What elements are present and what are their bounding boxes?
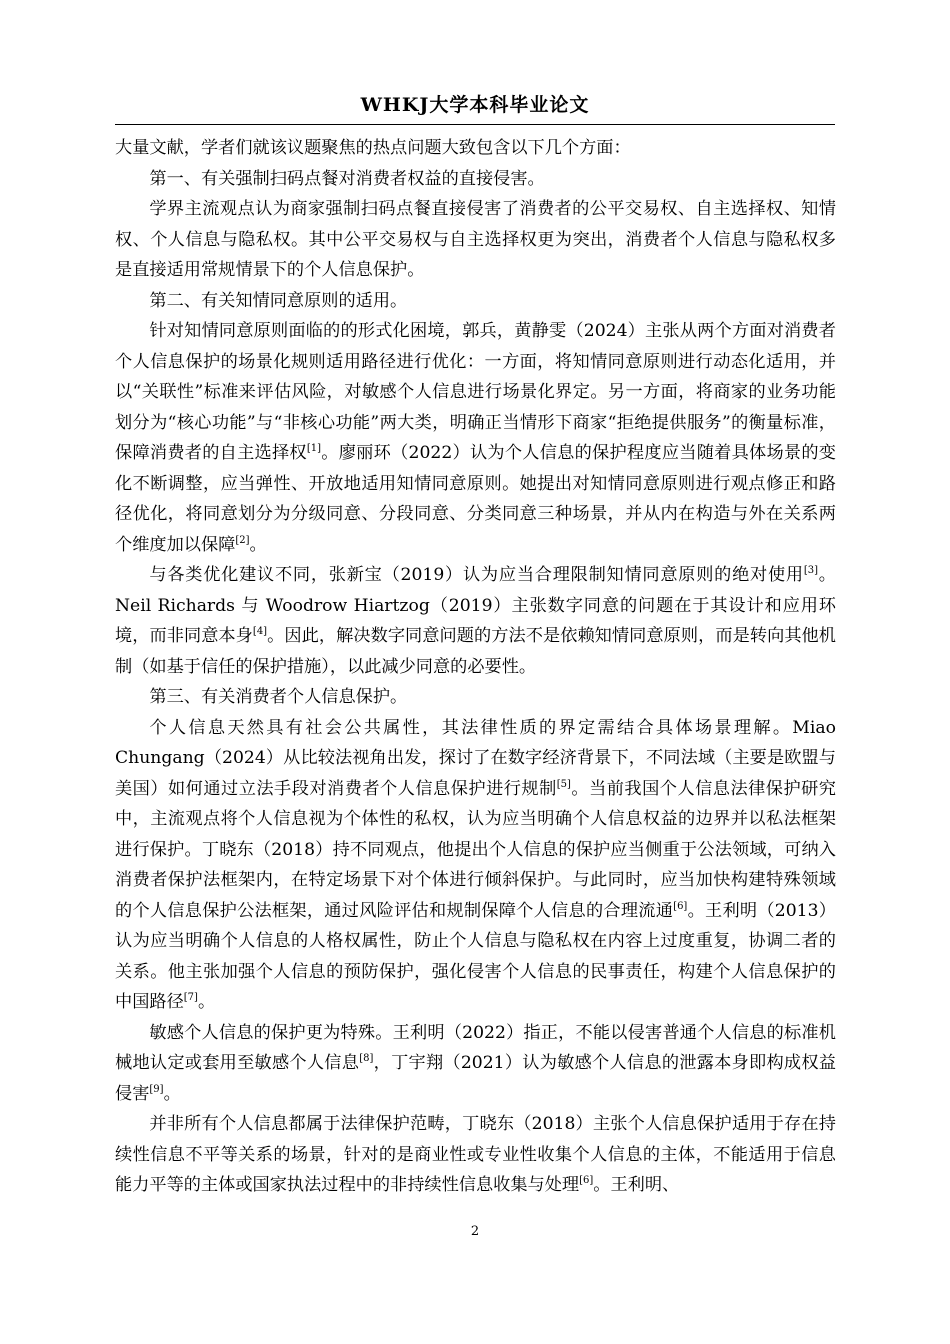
text-run: 。 (163, 1083, 181, 1104)
text-run: 。Neil Richards 与 Woodrow Hiartzog（2019）主张数字同意的问题在于其设计和应用环境，而非同意本身 (115, 565, 836, 646)
text-run: 针对知情同意原则面临的的形式化困境，郭兵，黄静雯（2024）主张从两个方面对消费者个人信息保护的场景化规则适用路径进行优化：一方面，将知情同意原则进行动态化适用，并以“关联性”标准来评估风险，对敏感个人信息进行场景化界定。另一方面，将商家的业务功能划分为“核心功能”与“非核心功能”两大类，明确正当情形下商家“拒绝提供服务”的衡量标准，保障消费者的自主选择权 (115, 321, 836, 463)
paragraph-9 (115, 1109, 836, 1201)
text-run: 第一、有关强制扫码点餐对消费者权益的直接侵害。 (149, 168, 545, 189)
text-run: 。因此，解决数字同意问题的方法不是依赖知情同意原则，而是转向其他机制（如基于信任的保护措施），以此减少同意的必要性。 (115, 626, 836, 677)
paragraph-2 (115, 194, 836, 286)
text-run: 第三、有关消费者个人信息保护。 (149, 687, 408, 707)
citation-ref: [4] (252, 626, 268, 637)
body-text (115, 133, 836, 1201)
paragraph-3 (115, 286, 836, 317)
text-run: 。 (249, 534, 267, 555)
page-header-title: WHKJ大学本科毕业论文 (360, 94, 590, 116)
citation-ref: [8] (359, 1053, 374, 1064)
citation-ref: [3] (803, 565, 819, 576)
citation-ref: [2] (235, 534, 250, 546)
text-run: 。当前我国个人信息法律保护研究中，主流观点将个人信息视为个体性的私权，认为应当明确个人信息权益的边界并以私法框架进行保护。丁晓东（2018）持不同观点，他提出个人信息的保护应当侧重于公法领域，可纳入消费者保护法框架内，在特定场景下对个体进行倾斜保护。与此同时，应当加快构建特殊领域的个人信息保护公法框架，通过风险评估和规制保障个人信息的合理流通 (115, 778, 836, 921)
citation-ref: [5] (556, 778, 571, 790)
text-run: 敏感个人信息的保护更为特殊。王利明（2022）指正，不能以侵害普通个人信息的标准机械地认定或套用至敏感个人信息 (115, 1022, 836, 1073)
paragraph-6 (115, 682, 836, 713)
page-number: 2 (470, 1224, 480, 1239)
text-run: 。 (197, 992, 216, 1012)
text-run: 并非所有个人信息都属于法律保护范畴，丁晓东（2018）主张个人信息保护适用于存在持续性信息不平等关系的场景，针对的是商业性或专业性收集个人信息的主体，不能适用于信息能力平等的主体或国家执法过程中的非持续性信息收集与处理 (115, 1114, 836, 1195)
paragraph-8 (115, 1018, 836, 1110)
paragraph-7 (115, 713, 836, 1018)
paragraph-0 (115, 133, 836, 164)
text-run: 与各类优化建议不同，张新宝（2019）认为应当合理限制知情同意原则的绝对使用 (149, 565, 804, 585)
text-run: 。王利明、 (593, 1175, 680, 1195)
text-run: 第二、有关知情同意原则的适用。 (149, 290, 408, 311)
text-run: 。廖丽环（2022）认为个人信息的保护程度应当随着具体场景的变化不断调整，应当弹性、开放地适用知情同意原则。她提出对知情同意原则进行观点修正和路径优化，将同意划分为分级同意、分段同意、分类同意三种场景，并从内在构造与外在关系两个维度加以保障 (115, 443, 836, 555)
text-run: 大量文献，学者们就该议题聚焦的热点问题大致包含以下几个方面： (115, 138, 631, 158)
paragraph-1 (115, 164, 836, 195)
text-run: 学界主流观点认为商家强制扫码点餐直接侵害了消费者的公平交易权、自主选择权、知情权、个人信息与隐私权。其中公平交易权与自主选择权更为突出，消费者个人信息与隐私权多是直接适用常规情景下的个人信息保护。 (115, 199, 836, 280)
text-run: ，丁宇翔（2021）认为敏感个人信息的泄露本身即构成权益侵害 (115, 1053, 836, 1104)
citation-ref: [9] (149, 1083, 164, 1095)
citation-ref: [7] (183, 992, 198, 1003)
citation-ref: [1] (306, 443, 322, 454)
paragraph-5 (115, 560, 836, 682)
citation-ref: [6] (673, 900, 688, 912)
text-run: 个人信息天然具有社会公共属性，其法律性质的界定需结合具体场景理解。Miao Chungang（2024）从比较法视角出发，探讨了在数字经济背景下，不同法域（主要是欧盟与美国）如何通过立法手段对消费者个人信息保护进行规制 (115, 717, 836, 799)
header-divider (115, 124, 835, 125)
citation-ref: [6] (579, 1175, 594, 1186)
paragraph-4 (115, 316, 836, 560)
text-run: 。王利明（2013）认为应当明确个人信息的人格权属性，防止个人信息与隐私权在内容上过度重复，协调二者的关系。他主张加强个人信息的预防保护，强化侵害个人信息的民事责任，构建个人信息保护的中国路径 (115, 900, 836, 1012)
